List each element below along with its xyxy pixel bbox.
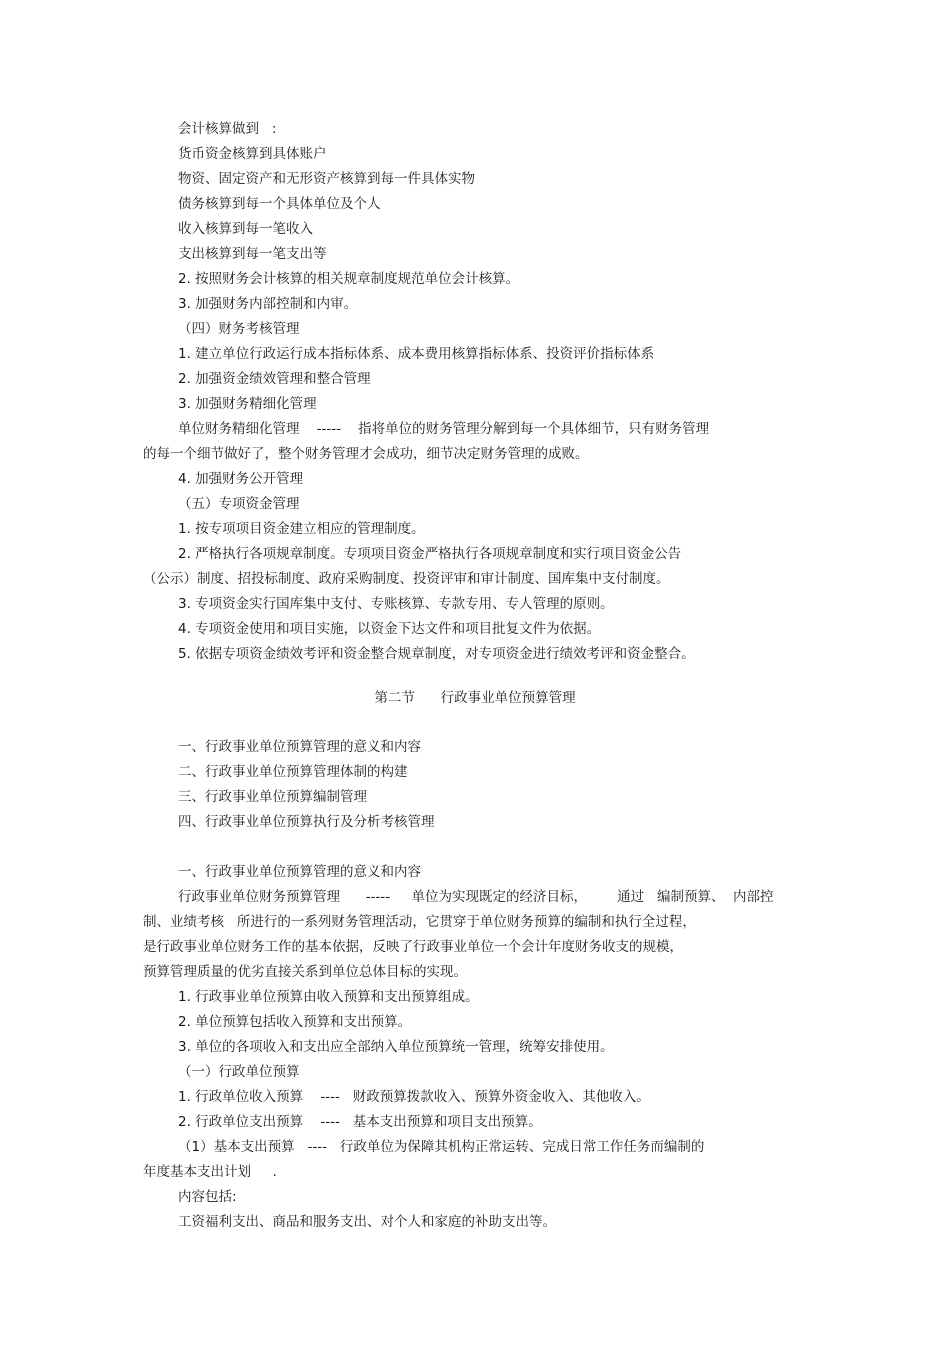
text-line: 支出核算到每一笔支出等 (178, 246, 327, 262)
text-line: 4. 专项资金使用和项目实施，以资金下达文件和项目批复文件为依据。 (178, 621, 601, 637)
text-line: 1. 建立单位行政运行成本指标体系、成本费用核算指标体系、投资评价指标体系 (178, 346, 655, 362)
section-heading: 一、行政事业单位预算管理的意义和内容 (178, 864, 421, 880)
text-line: 单位财务精细化管理 ----- 指将单位的财务管理分解到每一个具体细节，只有财务管理 (178, 421, 710, 437)
text-line: 1. 行政事业单位预算由收入预算和支出预算组成。 (178, 989, 479, 1005)
text-line: 会计核算做到 : (178, 121, 277, 137)
text-line: 2. 按照财务会计核算的相关规章制度规范单位会计核算。 (178, 271, 520, 287)
outline-item: 三、行政事业单位预算编制管理 (178, 789, 367, 805)
text-line: 3. 单位的各项收入和支出应全部纳入单位预算统一管理，统筹安排使用。 (178, 1039, 614, 1055)
text-line: 3. 加强财务精细化管理 (178, 396, 317, 412)
text-line: 2. 单位预算包括收入预算和支出预算。 (178, 1014, 412, 1030)
text-line: 制、业绩考核 所进行的一系列财务管理活动，它贯穿于单位财务预算的编制和执行全过程， (143, 914, 696, 930)
text-line: 3. 加强财务内部控制和内审。 (178, 296, 358, 312)
outline-item: 二、行政事业单位预算管理体制的构建 (178, 764, 408, 780)
text-line: 行政事业单位财务预算管理 ----- 单位为实现既定的经济目标， 通过 编制预算、 内部控 (178, 889, 774, 905)
section-heading: （一）行政单位预算 (178, 1064, 300, 1080)
outline-item: 一、行政事业单位预算管理的意义和内容 (178, 739, 421, 755)
text-line: 货币资金核算到具体账户 (178, 146, 327, 162)
section-heading: （五）专项资金管理 (178, 496, 300, 512)
text-line: 1. 按专项项目资金建立相应的管理制度。 (178, 521, 425, 537)
text-line: 物资、固定资产和无形资产核算到每一件具体实物 (178, 171, 475, 187)
text-line: 工资福利支出、商品和服务支出、对个人和家庭的补助支出等。 (178, 1214, 556, 1230)
text-line: 内容包括: (178, 1189, 237, 1205)
chapter-section-title: 第二节 行政事业单位预算管理 (374, 690, 576, 706)
text-line: 年度基本支出计划 . (143, 1164, 277, 1180)
text-line: 3. 专项资金实行国库集中支付、专账核算、专款专用、专人管理的原则。 (178, 596, 614, 612)
outline-item: 四、行政事业单位预算执行及分析考核管理 (178, 814, 435, 830)
text-line: 2. 加强资金绩效管理和整合管理 (178, 371, 371, 387)
text-line: 2. 行政单位支出预算 ---- 基本支出预算和项目支出预算。 (178, 1114, 542, 1130)
text-line: 2. 严格执行各项规章制度。专项项目资金严格执行各项规章制度和实行项目资金公告 (178, 546, 682, 562)
text-line: 1. 行政单位收入预算 ---- 财政预算拨款收入、预算外资金收入、其他收入。 (178, 1089, 650, 1105)
text-line: 预算管理质量的优劣直接关系到单位总体目标的实现。 (143, 964, 467, 980)
text-line: 债务核算到每一个具体单位及个人 (178, 196, 381, 212)
text-line: 是行政事业单位财务工作的基本依据，反映了行政事业单位一个会计年度财务收支的规模， (143, 939, 683, 955)
text-line: 5. 依据专项资金绩效考评和资金整合规章制度，对专项资金进行绩效考评和资金整合。 (178, 646, 695, 662)
text-line: （公示）制度、招投标制度、政府采购制度、投资评审和审计制度、国库集中支付制度。 (143, 571, 670, 587)
section-heading: （四）财务考核管理 (178, 321, 300, 337)
text-line: 收入核算到每一笔收入 (178, 221, 313, 237)
text-line: 4. 加强财务公开管理 (178, 471, 304, 487)
text-line: （1）基本支出预算 ---- 行政单位为保障其机构正常运转、完成日常工作任务而编制的 (178, 1139, 705, 1155)
text-line: 的每一个细节做好了，整个财务管理才会成功，细节决定财务管理的成败。 (143, 446, 589, 462)
